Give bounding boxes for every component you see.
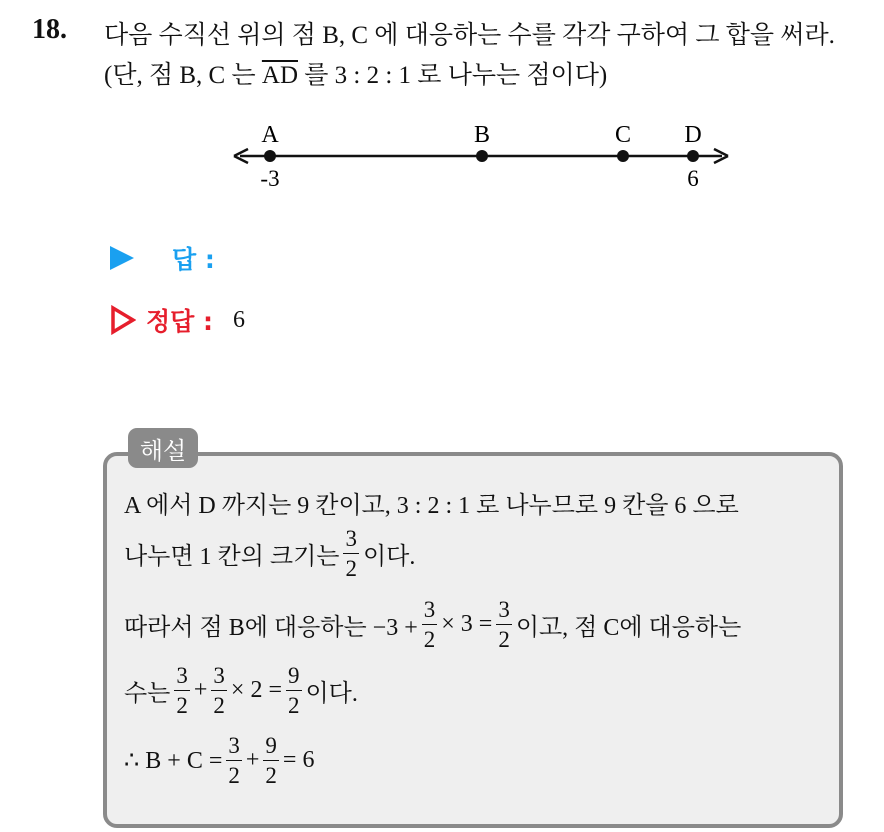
- fraction-numerator: 9: [265, 733, 277, 758]
- fraction-numerator: 3: [228, 733, 240, 758]
- fraction: [263, 734, 279, 787]
- answer-row: [110, 240, 215, 276]
- fraction-denominator: 2: [343, 553, 359, 580]
- answer-label: 답 :: [172, 245, 215, 274]
- fraction-denominator: 2: [211, 690, 227, 717]
- plus-sign: +: [193, 677, 208, 703]
- correct-answer-value: 6: [233, 306, 246, 333]
- point-d-dot: [687, 150, 699, 162]
- solution-line3: [124, 598, 741, 651]
- point-d-label: D: [684, 122, 702, 148]
- solution-line2-suffix: 이다.: [362, 544, 416, 570]
- fraction: [343, 527, 359, 580]
- question-condition-suffix: 를 3 : 2 : 1 로 나누는 점이다): [298, 62, 608, 89]
- fraction-numerator: 3: [345, 526, 357, 551]
- question-number: 18.: [32, 14, 67, 45]
- fraction-numerator: 3: [176, 663, 188, 688]
- fraction-denominator: 2: [263, 760, 279, 787]
- point-b-dot: [476, 150, 488, 162]
- segment-ad: $\overline{AD}$: [261, 62, 298, 89]
- solution-line5: [124, 734, 314, 787]
- solution-line4-suffix: 이다.: [305, 681, 358, 707]
- point-c-dot: [617, 150, 629, 162]
- fraction-denominator: 2: [496, 624, 512, 651]
- fraction-numerator: 9: [288, 663, 300, 688]
- point-a-value: -3: [260, 166, 280, 191]
- fraction-numerator: 3: [423, 597, 436, 622]
- point-a-label: A: [261, 122, 279, 148]
- solution-line4-prefix: 수는: [124, 681, 171, 707]
- number-line: [226, 112, 736, 192]
- correct-answer-row: [110, 302, 245, 338]
- fraction: [174, 664, 190, 717]
- question-text-line1: 다음 수직선 위의 점 B, C 에 대응하는 수를 각각 구하여 그 합을 써라.: [104, 22, 835, 49]
- fraction-numerator: 3: [213, 663, 225, 688]
- solution-line2-prefix: 나누면 1 칸의 크기는: [124, 544, 340, 570]
- fraction: [286, 664, 302, 717]
- solution-line4: [124, 664, 358, 717]
- solution-line3-suffix: 이고, 점 C에 대응하는: [515, 615, 742, 641]
- solution-line4-mid: × 2 =: [230, 677, 282, 703]
- solution-tag: 해설: [128, 428, 198, 468]
- fraction-denominator: 2: [422, 624, 438, 651]
- point-d-value: 6: [687, 166, 699, 191]
- fraction-denominator: 2: [174, 690, 190, 717]
- question-condition-prefix: (단, 점 B, C 는: [104, 62, 262, 89]
- correct-answer-label: 정답 :: [146, 307, 214, 336]
- solution-line5-prefix: ∴ B + C =: [124, 748, 223, 774]
- fraction: [496, 598, 512, 651]
- solution-line3-prefix: 따라서 점 B에 대응하는 −3 +: [124, 615, 418, 641]
- fraction-numerator: 3: [498, 597, 510, 622]
- solution-line5-suffix: = 6: [282, 747, 315, 773]
- point-b-label: B: [473, 122, 491, 148]
- plus-sign: +: [245, 747, 260, 773]
- point-c-label: C: [614, 122, 632, 148]
- solution-line3-mid: × 3 =: [441, 611, 493, 637]
- question-text-line2: [104, 55, 607, 91]
- outline-triangle-icon: [110, 305, 136, 335]
- solution-line1: A 에서 D 까지는 9 칸이고, 3 : 2 : 1 로 나누므로 9 칸을 6 으로: [124, 493, 739, 519]
- fraction: [226, 734, 242, 787]
- play-triangle-icon: [110, 246, 134, 270]
- solution-line2: [124, 527, 415, 580]
- fraction-denominator: 2: [286, 690, 302, 717]
- fraction: [211, 664, 227, 717]
- fraction-denominator: 2: [226, 760, 242, 787]
- fraction: [422, 598, 438, 651]
- point-a-dot: [264, 150, 276, 162]
